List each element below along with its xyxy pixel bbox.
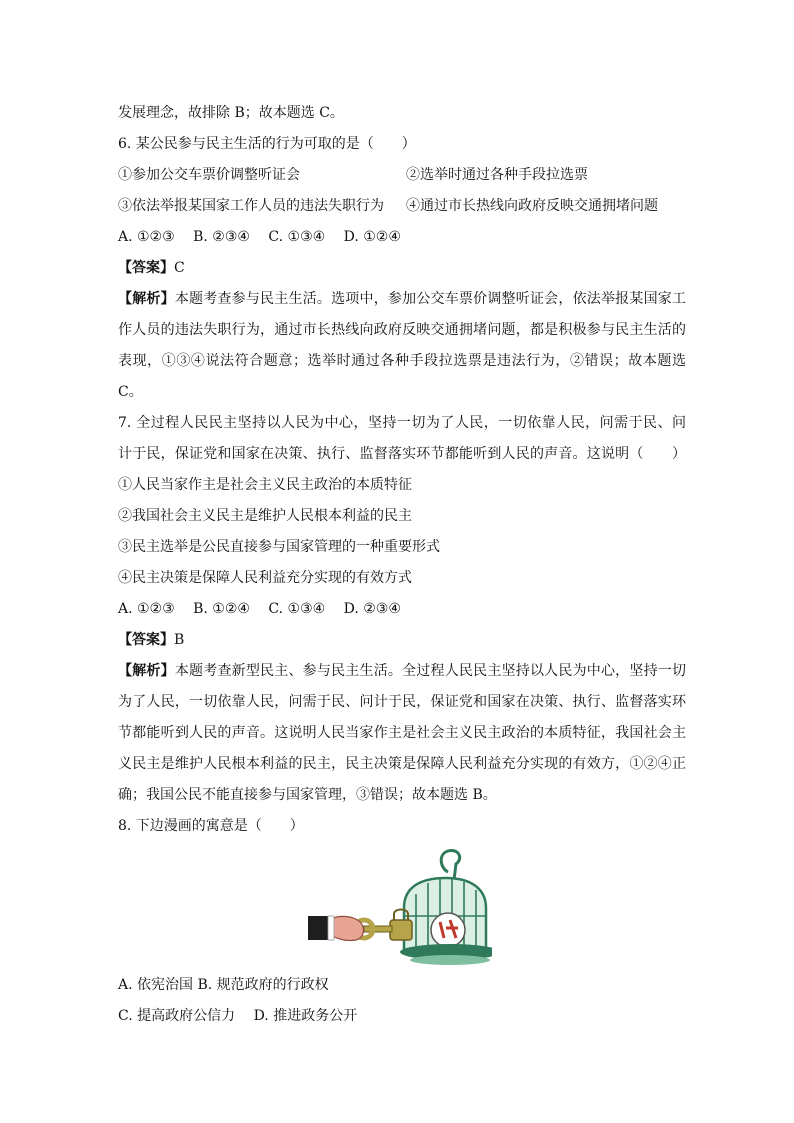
q8-choices-line-2: C. 提高政府公信力 D. 推进政务公开 (118, 1008, 358, 1024)
q6-analysis-line: 作人员的违法失职行为，通过市长热线向政府反映交通拥堵问题，都是积极参与民主生活的 (118, 322, 686, 338)
q8-choices-line-1: A. 依宪治国 B. 规范政府的行政权 (118, 977, 329, 993)
q6-option-4: ④通过市长热线向政府反映交通拥堵问题 (406, 198, 658, 214)
key (364, 926, 392, 932)
cage-hook (441, 850, 459, 880)
intro-line: 发展理念，故排除 B；故本题选 C。 (118, 105, 344, 121)
cuff (328, 916, 334, 940)
analysis-label: 【解析】 (118, 291, 175, 307)
q6-option-3: ③依法举报某国家工作人员的违法失职行为 (118, 198, 384, 214)
q7-stem-line: 7. 全过程人民民主坚持以人民为中心，坚持一切为了人民，一切依靠人民，问需于民、问 (118, 415, 686, 431)
answer-label: 【答案】 (118, 260, 174, 276)
q6-answer (118, 253, 686, 284)
answer-value: C (174, 260, 185, 276)
analysis-label: 【解析】 (118, 663, 175, 679)
q6-options-row-1 (118, 160, 686, 191)
q8-stem: 8. 下边漫画的寓意是（ ） (118, 818, 304, 834)
q7-analysis-line: 义民主是维护人民根本利益的民主，民主决策是保障人民利益充分实现的有效方，①②④正 (118, 756, 686, 772)
power-ball (431, 913, 465, 947)
q6-option-2: ②选举时通过各种手段拉选票 (406, 167, 588, 183)
q7-answer (118, 625, 686, 656)
answer-value: B (174, 632, 185, 648)
q7-option-2: ②我国社会主义民主是维护人民根本利益的民主 (118, 508, 412, 524)
q6-options-row-2 (118, 191, 686, 222)
document-body (118, 98, 686, 842)
q7-option-4: ④民主决策是保障人民利益充分实现的有效方式 (118, 570, 412, 586)
cage-base-shadow (410, 955, 490, 965)
q7-option-1: ①人民当家作主是社会主义民主政治的本质特征 (118, 477, 412, 493)
analysis-text: 本题考查参与民主生活。选项中，参加公交车票价调整听证会，依法举报某国家工 (174, 291, 687, 307)
q7-option-3: ③民主选举是公民直接参与国家管理的一种重要形式 (118, 539, 440, 555)
q7-analysis-line: 确；我国公民不能直接参与国家管理，③错误；故本题选 B。 (118, 787, 497, 803)
q6-stem: 6. 某公民参与民主生活的行为可取的是（ ） (118, 136, 416, 152)
padlock (390, 920, 412, 940)
q6-option-1: ①参加公交车票价调整听证会 (118, 167, 300, 183)
cartoon-cage-lock-image (308, 846, 492, 970)
q7-analysis-line: 为了人民，一切依靠人民，问需于民、问计于民，保证党和国家在决策、执行、监督落实环 (118, 694, 686, 710)
q6-analysis-line (118, 284, 686, 315)
q8-choices (118, 970, 686, 1032)
q6-analysis-line: C。 (118, 384, 143, 400)
hand (330, 916, 363, 940)
analysis-text: 本题考查新型民主、参与民主生活。全过程人民民主坚持以人民为中心，坚持一切 (174, 663, 687, 679)
q6-choices: A. ①②③ B. ②③④ C. ①③④ D. ①②④ (118, 229, 401, 245)
q7-stem-line: 计于民，保证党和国家在决策、执行、监督落实环节都能听到人民的声音。这说明（ ） (118, 446, 686, 462)
q7-analysis-line (118, 656, 686, 687)
q6-analysis-line: 表现，①③④说法符合题意；选举时通过各种手段拉选票是违法行为，②错误；故本题选 (118, 353, 686, 369)
q7-analysis-line: 节都能听到人民的声音。这说明人民当家作主是社会主义民主政治的本质特征，我国社会主 (118, 725, 686, 741)
answer-label: 【答案】 (118, 632, 174, 648)
q7-choices: A. ①②③ B. ①②④ C. ①③④ D. ②③④ (118, 601, 401, 617)
